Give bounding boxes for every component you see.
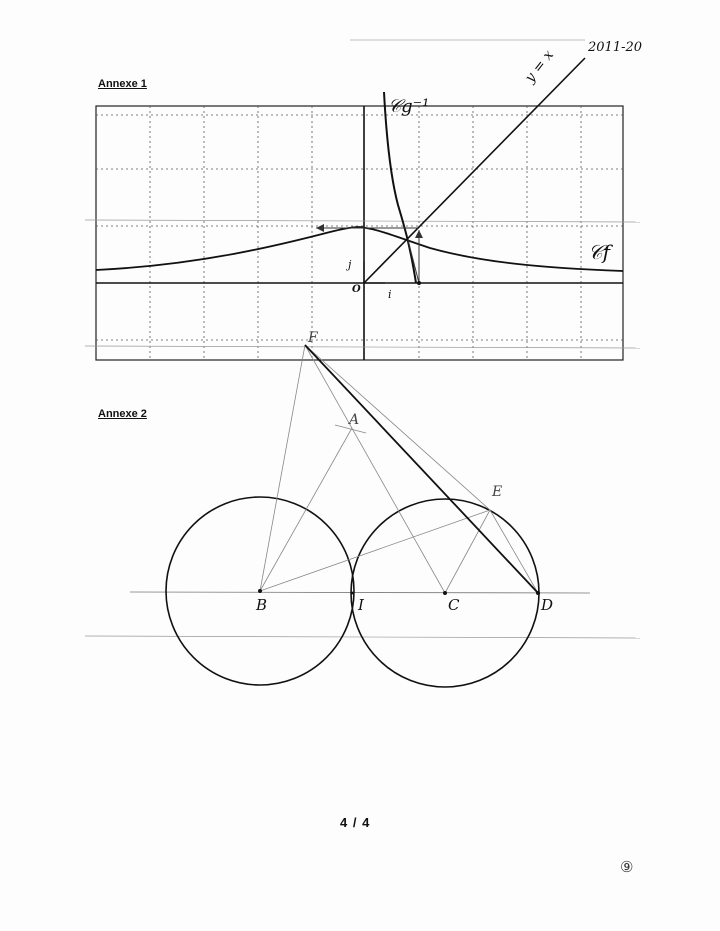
origin-label: O <box>352 284 361 295</box>
curve-cf <box>96 227 623 271</box>
vector-i-label: i <box>388 288 392 301</box>
vector-j-label: j <box>348 258 352 271</box>
line-fd <box>305 345 538 593</box>
annexe1-graph <box>85 40 643 360</box>
point-e-label: E <box>492 484 503 500</box>
point-d-label: D <box>541 596 554 614</box>
point-a-label: A <box>349 412 360 428</box>
line-y-equals-x-label: y = x <box>522 47 558 86</box>
line-y-equals-x <box>364 58 585 283</box>
point-f-label: F <box>308 330 318 346</box>
corner-mark: ⑨ <box>620 859 634 876</box>
curve-cf-label: 𝒞f <box>588 240 610 264</box>
point-i-label: I <box>358 596 364 614</box>
year-note: 2011-20 <box>588 40 643 55</box>
point-b-label: B <box>256 596 268 614</box>
annexe1-title: Annexe 1 <box>98 78 147 90</box>
annexe2-title: Annexe 2 <box>98 408 147 420</box>
curve-g-inverse-label: 𝒞g⁻¹ <box>388 96 430 117</box>
page-number: 4 / 4 <box>340 815 371 830</box>
annexe2-figure <box>85 345 640 687</box>
point-c-label: C <box>448 596 460 614</box>
